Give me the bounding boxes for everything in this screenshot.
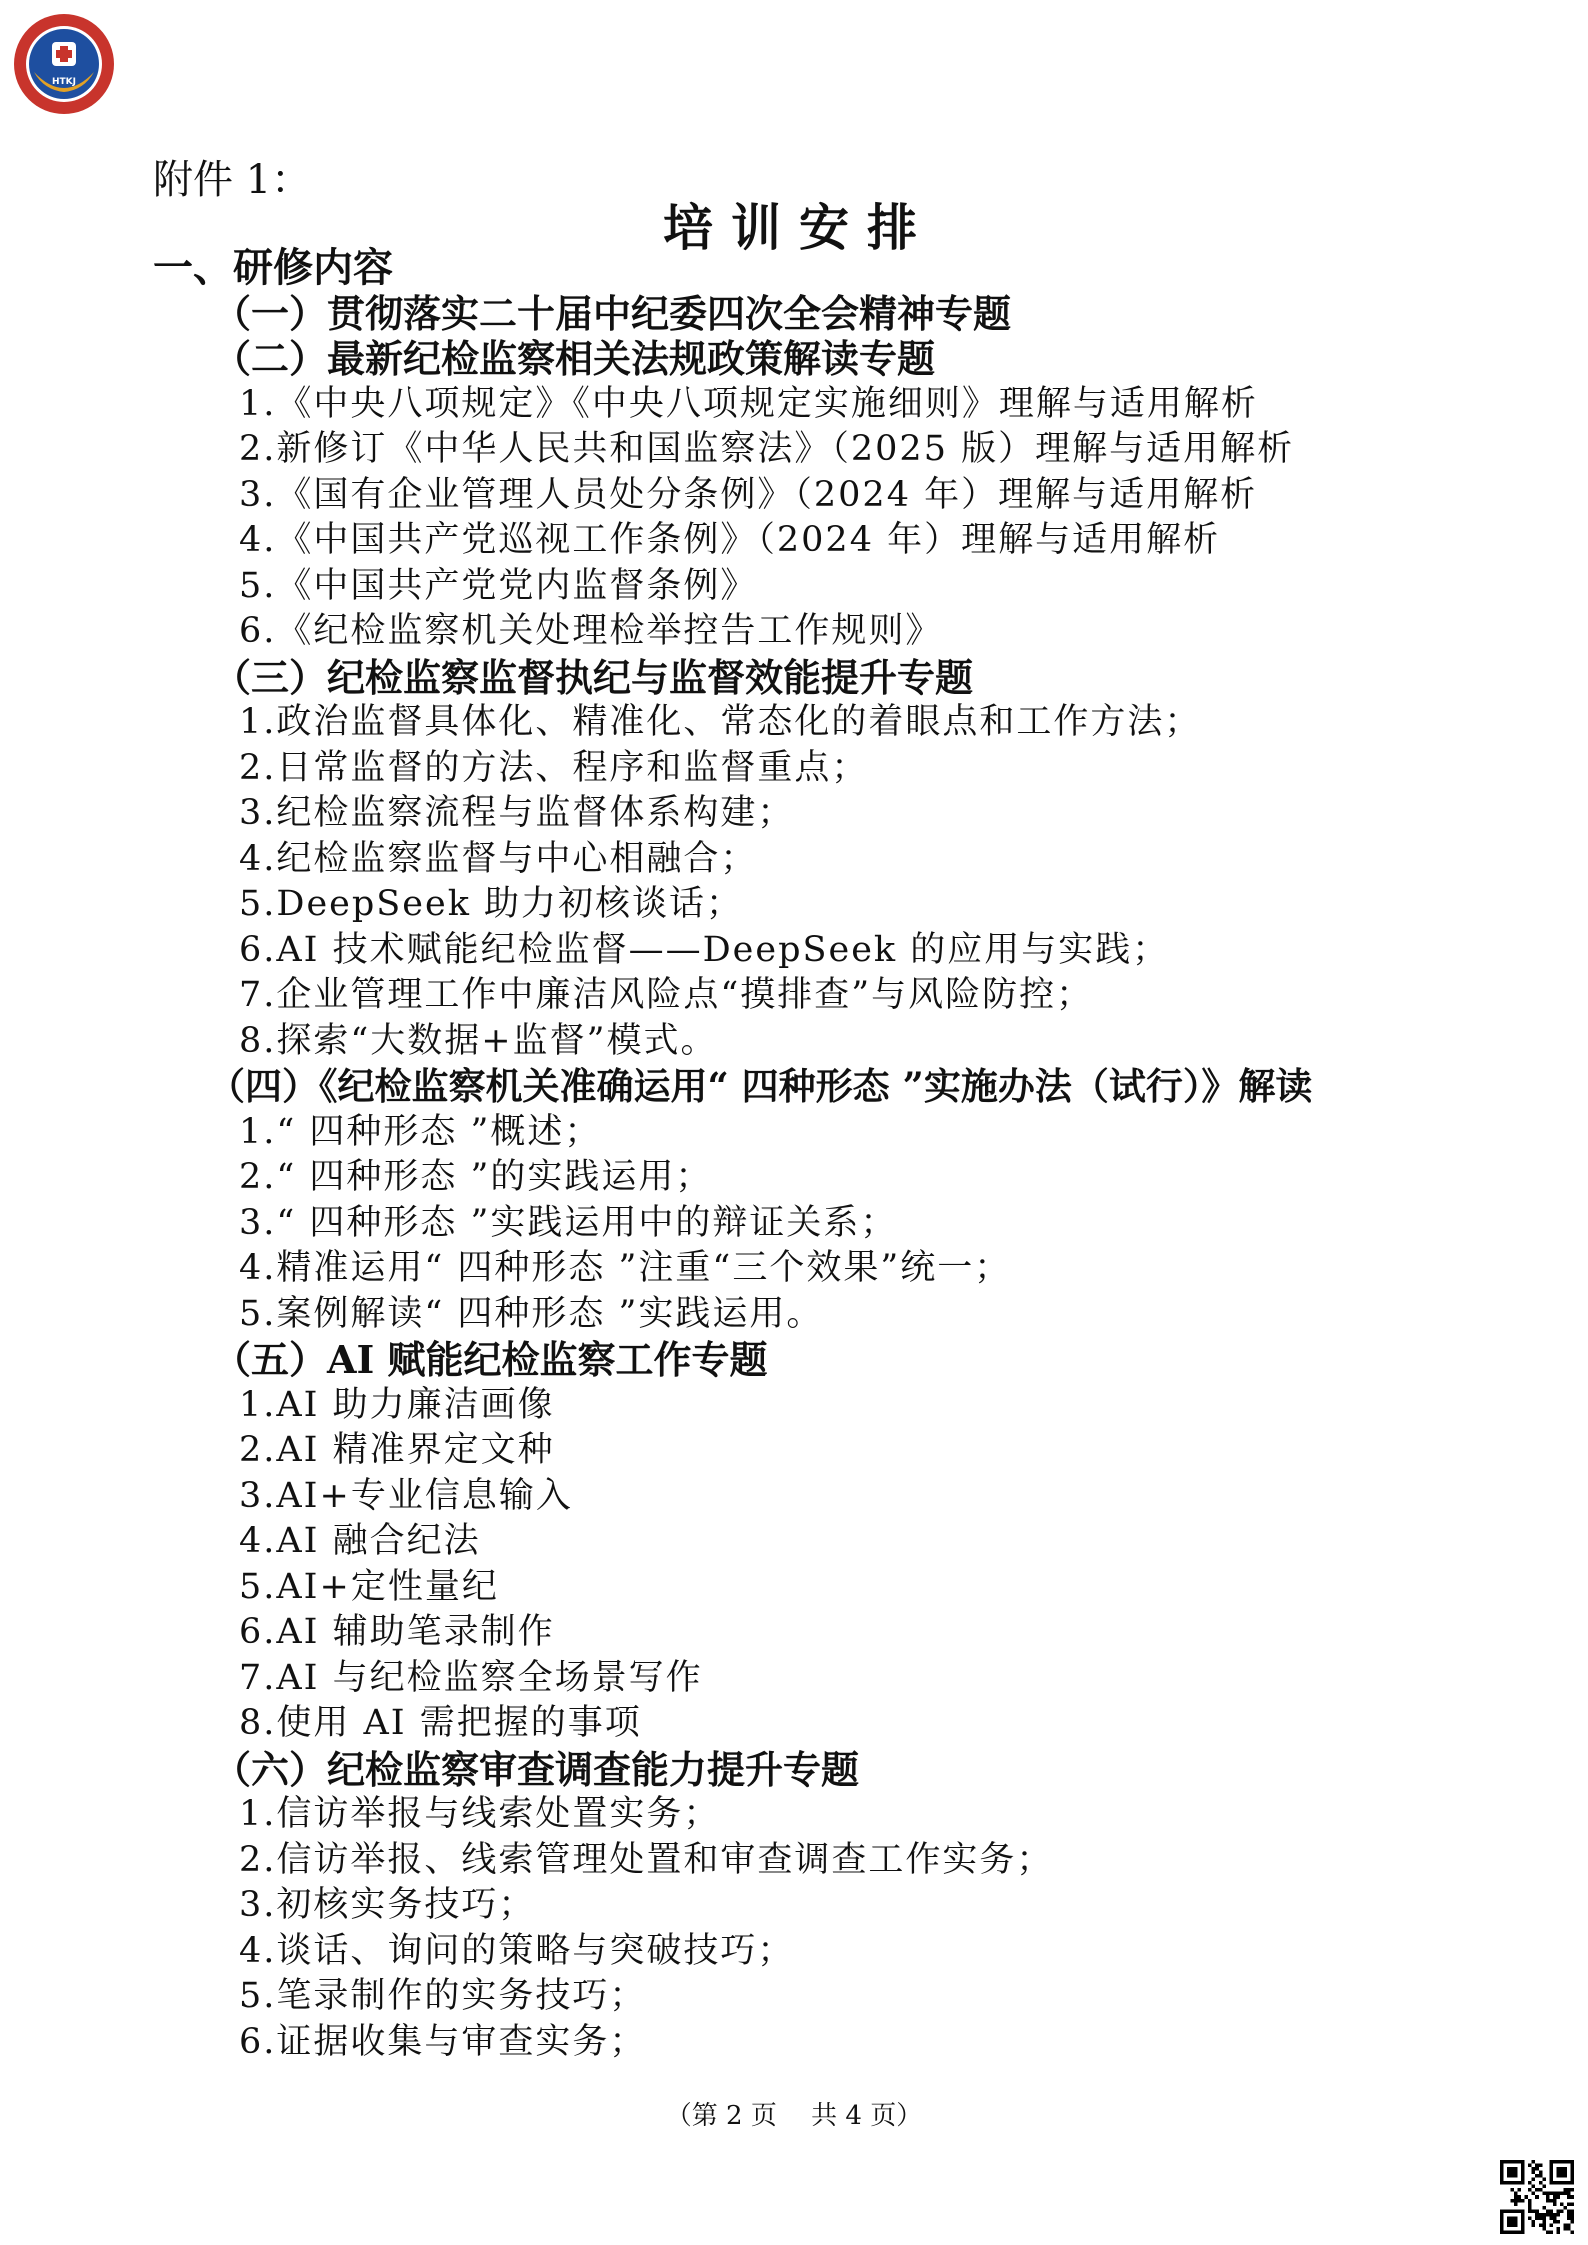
list-item: 5.AI+定性量纪	[239, 1566, 499, 1607]
list-item: 1.《中央八项规定》《中央八项规定实施细则》理解与适用解析	[239, 383, 1258, 424]
list-item: 6.《纪检监察机关处理检举控告工作规则》	[239, 611, 943, 651]
list-item: 4.AI 融合纪法	[239, 1521, 481, 1561]
list-item: 3.AI+专业信息输入	[239, 1475, 573, 1516]
attachment-label: 附件 1：	[153, 157, 312, 203]
list-item: 5.笔录制作的实务技巧；	[239, 1976, 647, 2016]
list-item: 3.纪检监察流程与监督体系构建；	[239, 793, 795, 833]
list-item: 1.信访举报与线索处置实务；	[239, 1794, 721, 1834]
topic-heading: （一）贯彻落实二十届中纪委四次全会精神专题	[213, 290, 1012, 336]
list-item: 6.AI 技术赋能纪检监督——DeepSeek 的应用与实践；	[239, 929, 1170, 970]
section-heading: 一、研修内容	[153, 244, 393, 291]
list-item: 5.DeepSeek 助力初核谈话；	[239, 884, 744, 924]
list-item: 3.初核实务技巧；	[239, 1885, 536, 1925]
list-item: 6.AI 辅助笔录制作	[239, 1612, 555, 1652]
list-item: 3.“ 四种形态 ”实践运用中的辩证关系；	[239, 1202, 898, 1243]
topic-heading: （六）纪检监察审查调查能力提升专题	[213, 1746, 860, 1792]
list-item: 8.使用 AI 需把握的事项	[239, 1703, 642, 1743]
topic-heading: （四）《纪检监察机关准确运用“ 四种形态 ”实施办法（试行）》解读	[208, 1064, 1313, 1108]
topic-heading: （二）最新纪检监察相关法规政策解读专题	[213, 336, 936, 381]
topic-heading: （五）AI 赋能纪检监察工作专题	[213, 1337, 768, 1382]
list-item: 2.日常监督的方法、程序和监督重点；	[239, 747, 869, 788]
list-item: 3.《国有企业管理人员处分条例》（2024 年）理解与适用解析	[239, 474, 1258, 515]
page-number: （第 2 页 共 4 页）	[665, 2101, 923, 2131]
organization-logo-icon	[12, 12, 116, 116]
list-item: 7.企业管理工作中廉洁风险点“摸排查”与风险防控；	[239, 975, 1094, 1015]
list-item: 6.证据收集与审查实务；	[239, 2021, 647, 2062]
training-content	[153, 245, 1573, 2065]
list-item: 5.案例解读“ 四种形态 ”实践运用。	[239, 1293, 824, 1334]
list-item: 8.探索“大数据+监督”模式。	[239, 1020, 718, 1061]
list-item: 4.《中国共产党巡视工作条例》（2024 年）理解与适用解析	[239, 520, 1221, 560]
list-item: 4.精准运用“ 四种形态 ”注重“三个效果”统一；	[239, 1248, 1012, 1288]
logo-text: HTKJ	[52, 77, 76, 87]
list-item: 2.信访举报、线索管理处置和审查调查工作实务；	[239, 1839, 1054, 1880]
topic-heading: （三）纪检监察监督执纪与监督效能提升专题	[213, 654, 974, 700]
list-item: 5.《中国共产党党内监督条例》	[239, 565, 758, 606]
list-item: 4.谈话、询问的策略与突破技巧；	[239, 1930, 795, 1971]
list-item: 2.新修订《中华人民共和国监察法》（2025 版）理解与适用解析	[239, 429, 1295, 469]
list-item: 2.“ 四种形态 ”的实践运用；	[239, 1157, 713, 1197]
qr-code-icon	[1500, 2160, 1574, 2234]
list-item: 2.AI 精准界定文种	[239, 1430, 555, 1470]
list-item: 7.AI 与纪检监察全场景写作	[239, 1657, 703, 1698]
list-item: 4.纪检监察监督与中心相融合；	[239, 838, 758, 879]
page-title: 培训安排	[663, 198, 935, 257]
list-item: 1.“ 四种形态 ”概述；	[239, 1111, 602, 1152]
list-item: 1.政治监督具体化、精准化、常态化的着眼点和工作方法；	[239, 702, 1202, 742]
list-item: 1.AI 助力廉洁画像	[239, 1384, 555, 1425]
